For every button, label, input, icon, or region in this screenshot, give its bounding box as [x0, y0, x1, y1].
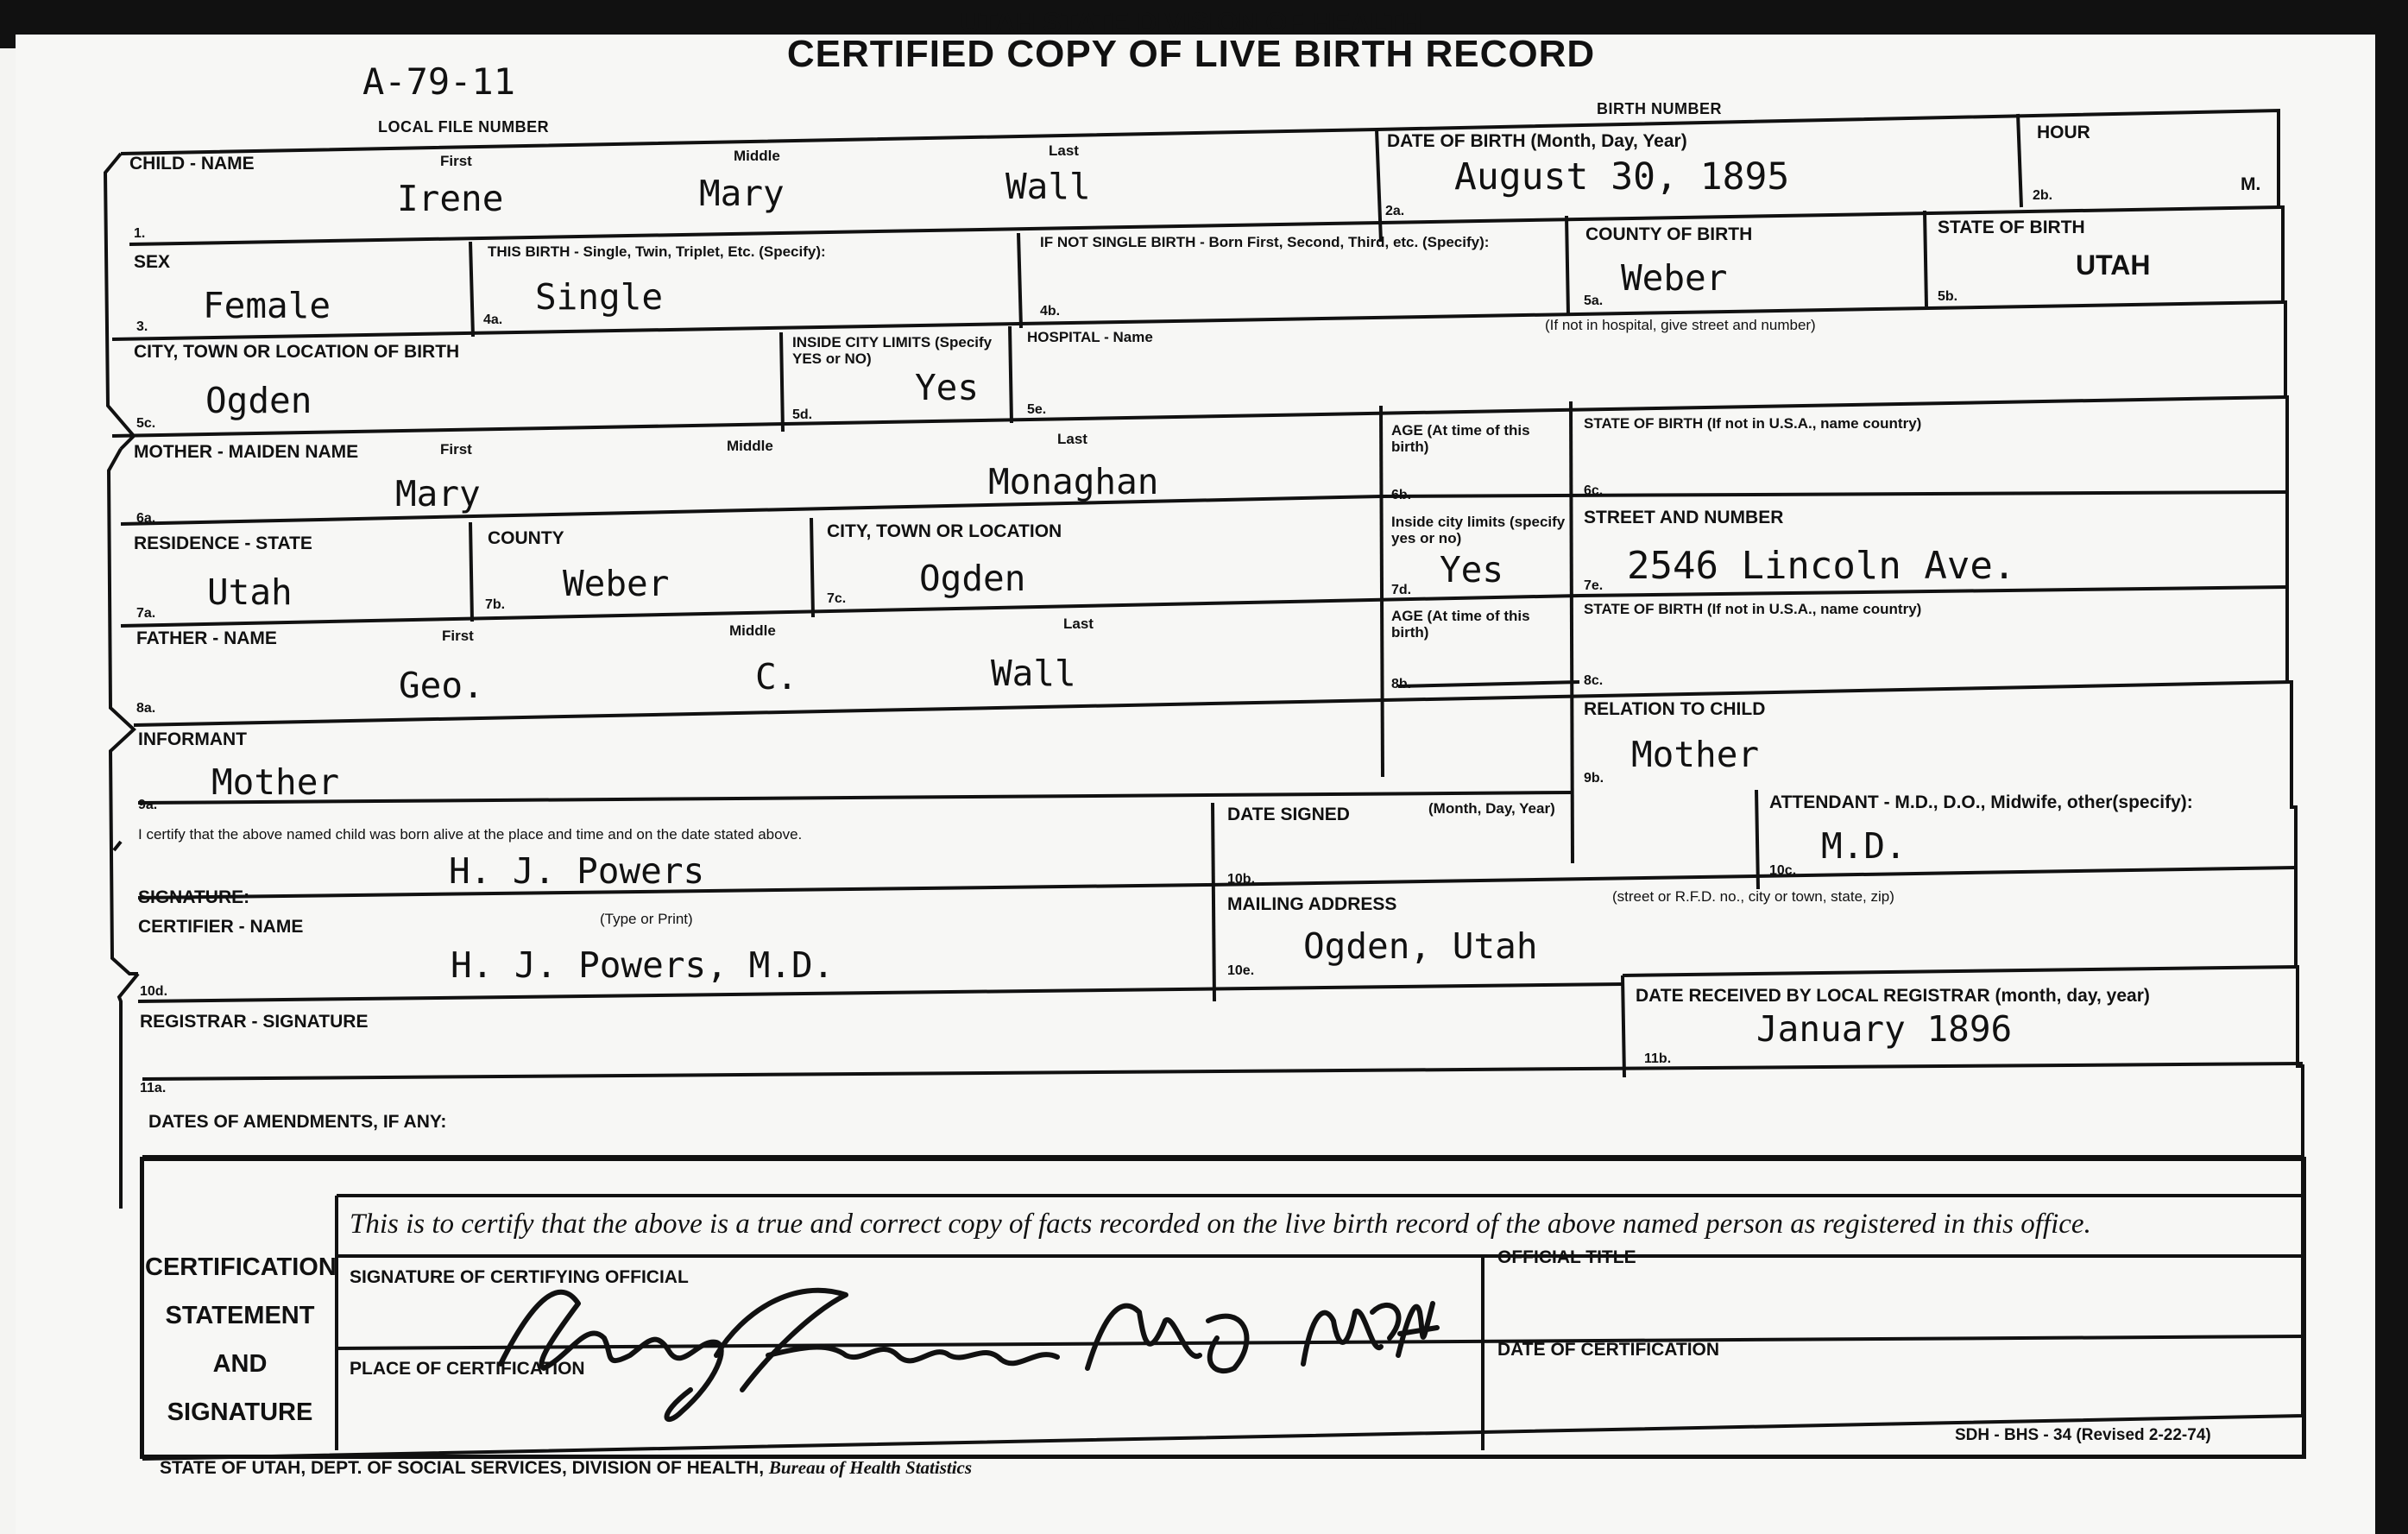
mailing-address-label: MAILING ADDRESS [1227, 894, 1397, 914]
signature-label: SIGNATURE: [138, 887, 250, 907]
date-received: January 1896 [1756, 1008, 2013, 1050]
item-8a: 8a. [136, 701, 156, 716]
date-of-birth-label: DATE OF BIRTH (Month, Day, Year) [1387, 131, 1687, 151]
child-middle-label: Middle [734, 148, 780, 164]
county-of-birth: Weber [1621, 257, 1728, 299]
item-6a: 6a. [136, 511, 156, 526]
item-10b: 10b. [1227, 872, 1256, 887]
place-of-certification-label: PLACE OF CERTIFICATION [350, 1359, 585, 1379]
relation-value: Mother [1631, 734, 1760, 775]
item-4b: 4b. [1040, 304, 1061, 319]
father-middle-label: Middle [729, 622, 776, 639]
item-5b: 5b. [1938, 289, 1958, 304]
attendant-value: M.D. [1821, 825, 1907, 867]
item-11a: 11a. [140, 1081, 167, 1095]
birth-number-label: BIRTH NUMBER [1597, 100, 1722, 117]
mother-last-name: Monaghan [988, 461, 1159, 502]
child-last-label: Last [1049, 142, 1079, 159]
city-of-birth: Ogden [205, 380, 312, 421]
father-middle-name: C. [755, 656, 798, 698]
informant-label: INFORMANT [138, 729, 247, 749]
sex-label: SEX [134, 252, 171, 272]
mother-first-label: First [440, 441, 472, 458]
residence-state-label: RESIDENCE - STATE [134, 533, 312, 553]
this-birth-label: THIS BIRTH - Single, Twin, Triplet, Etc. (Specify): [488, 243, 826, 260]
item-5e: 5e. [1027, 402, 1047, 417]
side-line-2: STATEMENT [165, 1302, 315, 1329]
item-7d: 7d. [1391, 583, 1412, 597]
hospital-note: (If not in hospital, give street and number) [1545, 317, 1816, 333]
mother-age-label: AGE (At time of this birth) [1391, 422, 1530, 455]
item-8b: 8b. [1391, 677, 1412, 691]
item-5a: 5a. [1584, 294, 1604, 308]
item-10d: 10d. [140, 984, 168, 999]
certifier-name-label: CERTIFIER - NAME [138, 917, 304, 937]
item-5d: 5d. [792, 407, 813, 422]
certifier-signature: H. J. Powers [449, 850, 705, 892]
certifying-official-signature-label: SIGNATURE OF CERTIFYING OFFICIAL [350, 1267, 689, 1287]
mother-state-birth-label: STATE OF BIRTH (If not in U.S.A., name country) [1584, 415, 1922, 432]
local-file-number-label: LOCAL FILE NUMBER [378, 118, 550, 136]
certifier-name: H. J. Powers, M.D. [451, 944, 835, 986]
side-line-4: SIGNATURE [167, 1398, 313, 1426]
item-7a: 7a. [136, 606, 156, 621]
certify-statement: I certify that the above named child was born alive at the place and time and on the date stated above. [138, 826, 803, 843]
amendments-label: DATES OF AMENDMENTS, IF ANY: [148, 1112, 447, 1132]
item-3: 3. [136, 319, 148, 334]
informant-value: Mother [211, 761, 340, 803]
item-10c: 10c. [1769, 863, 1797, 878]
document-title: CERTIFIED COPY OF LIVE BIRTH RECORD [786, 33, 1596, 75]
item-5c: 5c. [136, 416, 156, 431]
mother-name-label: MOTHER - MAIDEN NAME [134, 442, 359, 462]
residence-county-label: COUNTY [488, 528, 564, 548]
this-birth-value: Single [535, 276, 664, 318]
footer-agency-text: STATE OF UTAH, DEPT. OF SOCIAL SERVICES, DIVISION OF HEALTH, [160, 1458, 765, 1478]
residence-inside-city-label: Inside city limits (specify yes or no) [1391, 514, 1566, 546]
item-9b: 9b. [1584, 771, 1604, 786]
item-7e: 7e. [1584, 578, 1604, 593]
footer-agency [160, 1457, 972, 1479]
certification-side-label [145, 1243, 335, 1436]
residence-city-label: CITY, TOWN OR LOCATION [827, 521, 1062, 541]
father-first-name: Geo. [399, 665, 484, 706]
item-6c: 6c. [1584, 483, 1604, 498]
certification-statement: This is to certify that the above is a true and correct copy of facts recorded on the live birth record of the above named person as registered in this office. [350, 1209, 2091, 1240]
if-not-single-label: IF NOT SINGLE BIRTH - Born First, Second, Third, etc. (Specify): [1040, 234, 1490, 250]
city-of-birth-label: CITY, TOWN OR LOCATION OF BIRTH [134, 342, 460, 362]
agency-heading: UTAH STATE DIVISION OF HEALTH [960, 7, 1422, 38]
relation-label: RELATION TO CHILD [1584, 699, 1766, 719]
item-7c: 7c. [827, 591, 847, 606]
residence-inside-city: Yes [1440, 549, 1504, 590]
child-first-name: Irene [397, 178, 504, 219]
item-6b: 6b. [1391, 488, 1412, 502]
item-1: 1. [134, 226, 146, 241]
street-label: STREET AND NUMBER [1584, 508, 1784, 527]
father-first-label: First [442, 628, 474, 644]
father-name-label: FATHER - NAME [136, 628, 277, 648]
official-title-label: OFFICIAL TITLE [1497, 1247, 1636, 1267]
residence-county: Weber [563, 563, 670, 604]
item-4a: 4a. [483, 312, 503, 327]
form-id: SDH - BHS - 34 (Revised 2-22-74) [1955, 1426, 2211, 1444]
father-last-label: Last [1063, 615, 1094, 632]
local-file-number: A-79-11 [362, 60, 516, 103]
state-of-birth-label: STATE OF BIRTH [1938, 218, 2085, 237]
item-2a: 2a. [1385, 204, 1405, 218]
item-10e: 10e. [1227, 963, 1255, 978]
residence-city: Ogden [919, 558, 1026, 599]
item-11b: 11b. [1644, 1051, 1672, 1066]
mother-middle-label: Middle [727, 438, 773, 454]
hospital-label: HOSPITAL - Name [1027, 329, 1153, 345]
mother-first-name: Mary [395, 473, 481, 514]
date-of-birth: August 30, 1895 [1454, 155, 1790, 199]
child-last-name: Wall [1005, 166, 1091, 207]
date-signed-label: DATE SIGNED [1227, 805, 1350, 824]
registrar-signature-label: REGISTRAR - SIGNATURE [140, 1012, 369, 1032]
father-state-birth-label: STATE OF BIRTH (If not in U.S.A., name country) [1584, 601, 1922, 617]
date-signed-note: (Month, Day, Year) [1428, 800, 1555, 817]
child-middle-name: Mary [699, 173, 785, 214]
footer-bureau: Bureau of Health Statistics [768, 1457, 973, 1478]
child-name-label: CHILD - NAME [129, 154, 255, 174]
father-last-name: Wall [991, 653, 1076, 694]
state-of-birth: UTAH [2076, 249, 2151, 281]
item-8c: 8c. [1584, 673, 1604, 688]
residence-state: Utah [207, 571, 293, 613]
attendant-label: ATTENDANT - M.D., D.O., Midwife, other(specify): [1769, 792, 2193, 812]
item-9a: 9a. [138, 798, 158, 812]
hour-suffix: M. [2241, 174, 2261, 194]
item-2b: 2b. [2033, 188, 2053, 203]
father-age-label: AGE (At time of this birth) [1391, 608, 1530, 641]
mother-last-label: Last [1057, 431, 1087, 447]
inside-city-limits: Yes [915, 367, 980, 408]
date-received-label: DATE RECEIVED BY LOCAL REGISTRAR (month, day, year) [1636, 986, 2150, 1006]
type-or-print-note: (Type or Print) [600, 911, 693, 927]
inside-city-limits-label: INSIDE CITY LIMITS (Specify YES or NO) [792, 334, 993, 367]
date-of-certification-label: DATE OF CERTIFICATION [1497, 1340, 1720, 1360]
child-first-label: First [440, 153, 472, 169]
side-line-3: AND [212, 1350, 268, 1378]
side-line-1: CERTIFICATION [145, 1253, 337, 1281]
sex-value: Female [203, 285, 331, 326]
mailing-address: Ogden, Utah [1303, 925, 1538, 967]
handwritten-signature [483, 1260, 1450, 1433]
street-value: 2546 Lincoln Ave. [1627, 544, 2016, 588]
hour-label: HOUR [2037, 123, 2090, 142]
mailing-address-note: (street or R.F.D. no., city or town, state, zip) [1612, 888, 1894, 905]
county-of-birth-label: COUNTY OF BIRTH [1585, 224, 1753, 244]
item-7b: 7b. [485, 597, 506, 612]
